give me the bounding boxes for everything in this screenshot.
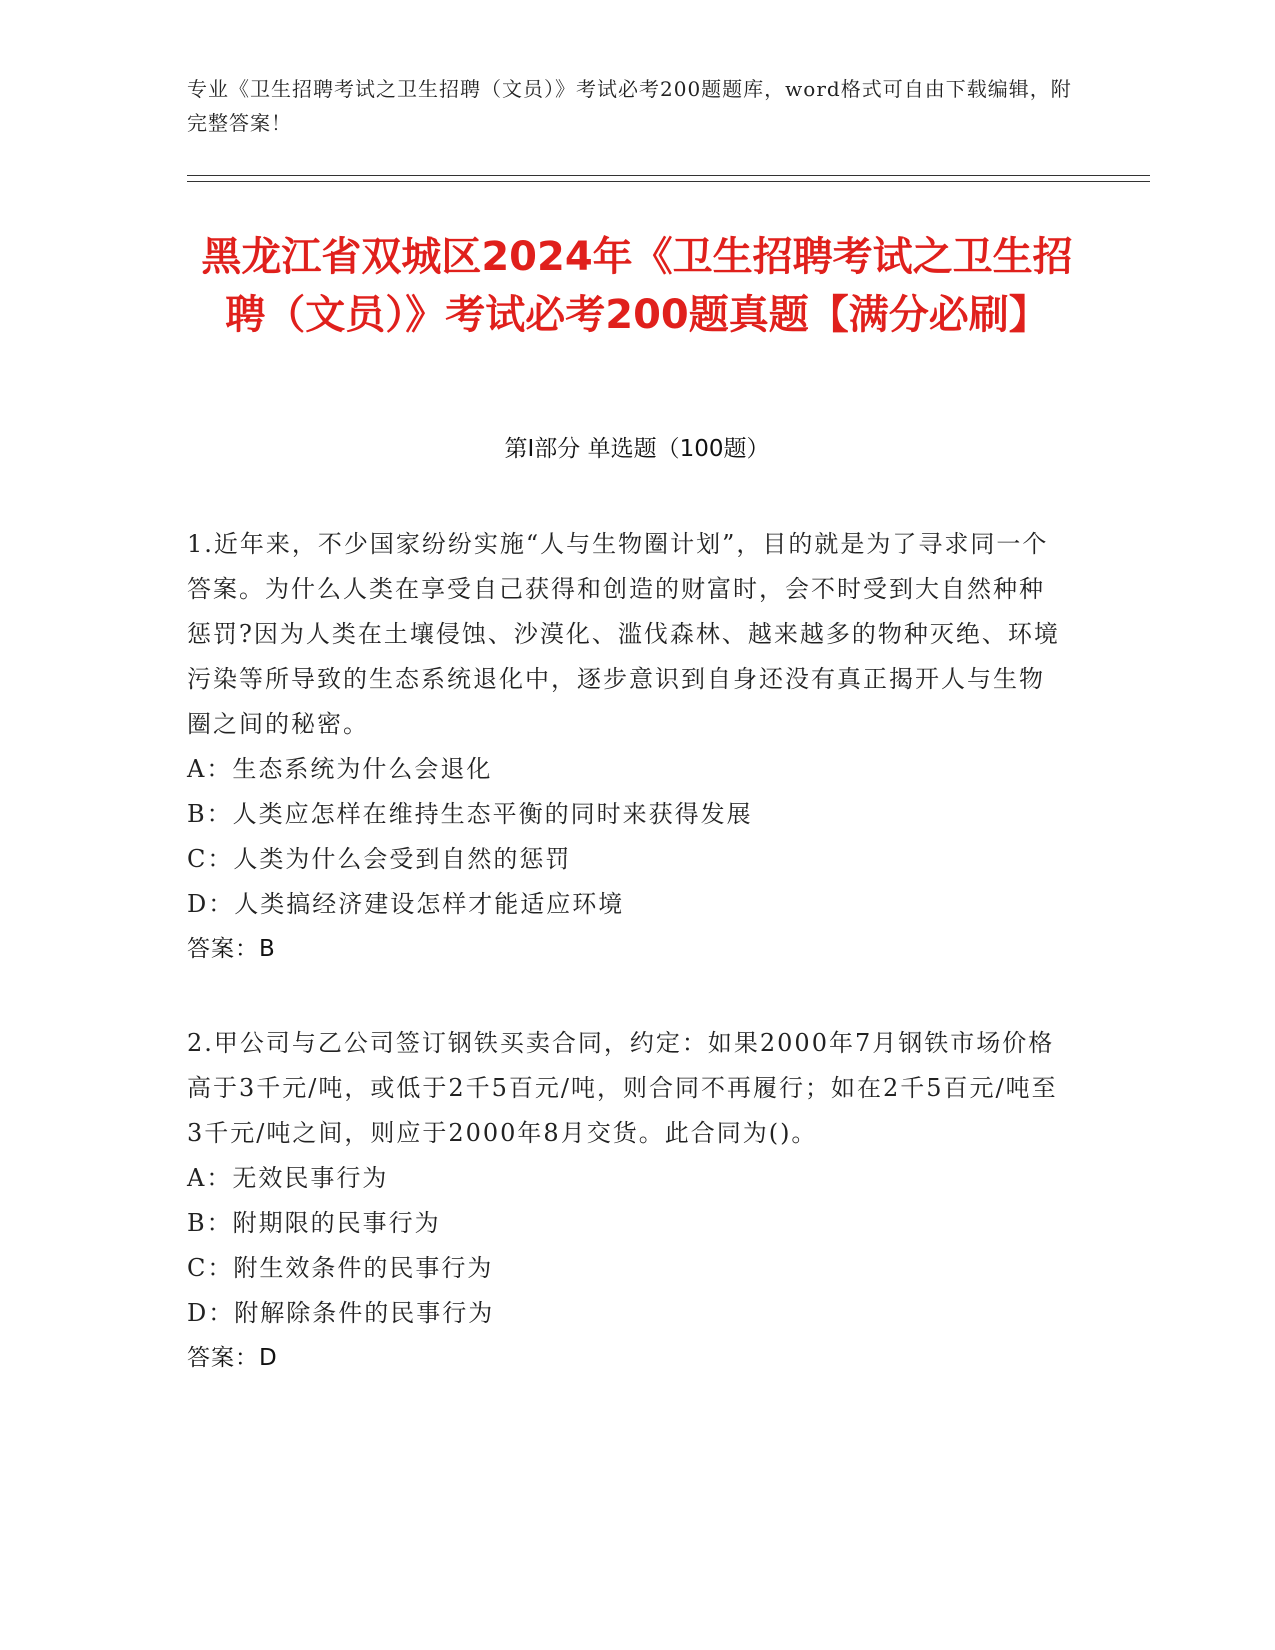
option-b: B：人类应怎样在维持生态平衡的同时来获得发展 — [187, 800, 753, 828]
option-d: D：人类搞经济建设怎样才能适应环境 — [187, 890, 625, 918]
question-stem: 1.近年来，不少国家纷纷实施“人与生物圈计划”，目的就是为了寻求同一个答案。为什么人类在享受自己获得和创造的财富时，会不时受到大自然种种惩罚?因为人类在土壤侵蚀、沙漠化、滥伐森林、越来越多的物种灭绝、环境污染等所导致的生态系统退化中，逐步意识到自身还没有真正揭开人与生物圈之间的秘密。 — [187, 530, 1060, 738]
option-a: A：生态系统为什么会退化 — [187, 755, 493, 783]
question-2 — [187, 1021, 1067, 1381]
option-c: C：附生效条件的民事行为 — [187, 1254, 494, 1282]
answer: 答案：D — [187, 1345, 278, 1371]
header-note: 专业《卫生招聘考试之卫生招聘（文员）》考试必考200题题库，word格式可自由下载编辑，附完整答案！ — [187, 77, 1072, 135]
answer: 答案：B — [187, 936, 276, 962]
option-d: D：附解除条件的民事行为 — [187, 1299, 495, 1327]
option-b: B：附期限的民事行为 — [187, 1209, 441, 1237]
section-title: 第I部分 单选题（100题） — [504, 436, 770, 462]
option-a: A：无效民事行为 — [187, 1164, 389, 1192]
header-rule-top — [187, 175, 1150, 176]
question-stem: 2.甲公司与乙公司签订钢铁买卖合同，约定：如果2000年7月钢铁市场价格高于3千元/吨，或低于2千5百元/吨，则合同不再履行；如在2千5百元/吨至3千元/吨之间，则应于2000年8月交货。此合同为()。 — [187, 1029, 1058, 1147]
document-title: 黑龙江省双城区2024年《卫生招聘考试之卫生招聘（文员）》考试必考200题真题【满分必刷】 — [201, 234, 1073, 338]
option-list — [187, 747, 1067, 927]
question-1 — [187, 522, 1067, 972]
option-list — [187, 1156, 1067, 1336]
header-rule-bottom — [187, 181, 1150, 182]
option-c: C：人类为什么会受到自然的惩罚 — [187, 845, 572, 873]
